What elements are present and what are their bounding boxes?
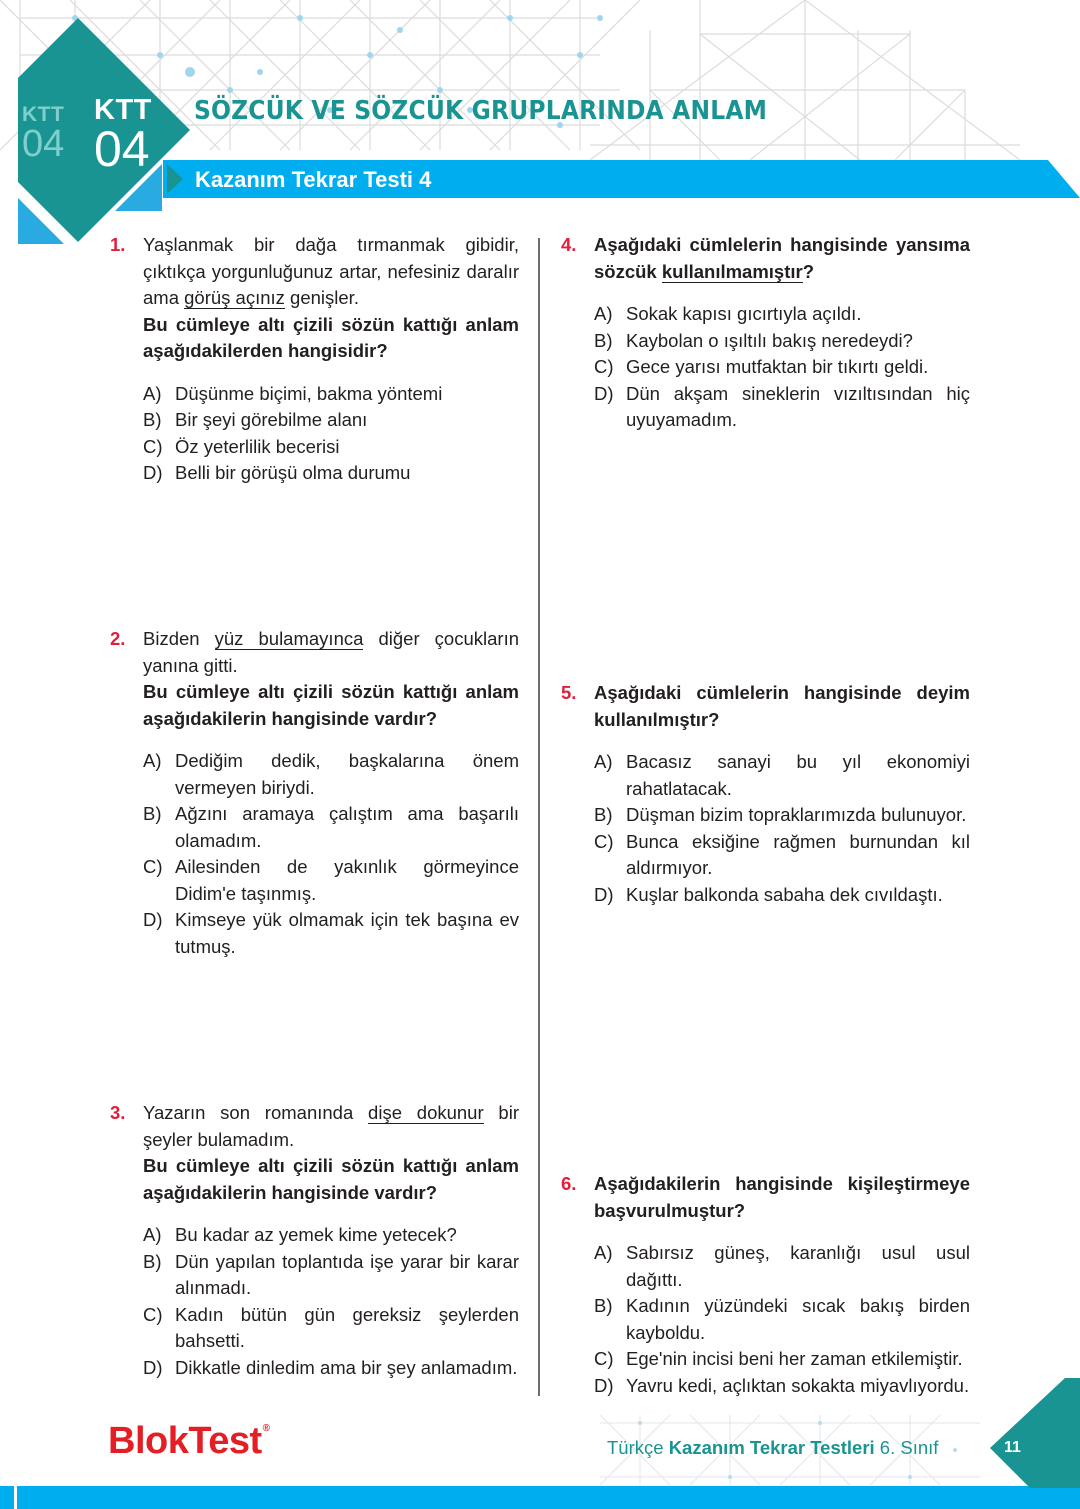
question-prompt: Bu cümleye altı çizili sözün kattığı anlam aşağıdakilerden hangisidir? — [143, 313, 519, 361]
question-prompt — [594, 232, 970, 285]
underlined-word: kullanılmamıştır — [661, 260, 803, 282]
option-label: A) — [143, 750, 162, 771]
registered-mark: ® — [262, 1423, 270, 1434]
option-a[interactable] — [594, 1240, 970, 1293]
question-number: 6. — [561, 1173, 577, 1194]
option-label: A) — [143, 382, 162, 404]
option-c[interactable] — [594, 829, 970, 882]
option-text: Ağzını aramaya çalıştım ama başarılı olamadım. — [175, 803, 519, 851]
answer-options — [594, 301, 970, 434]
question-number: 3. — [110, 1102, 126, 1123]
bloktest-logo — [108, 1420, 270, 1463]
option-d[interactable] — [594, 381, 970, 434]
option-label: A) — [143, 1224, 162, 1245]
option-d[interactable] — [594, 1373, 970, 1400]
option-c[interactable] — [143, 434, 519, 461]
option-text: Sabırsız güneş, karanlığı usul usul dağıttı. — [626, 1242, 970, 1290]
option-label: A) — [594, 1242, 613, 1263]
ktt-big-label: KTT — [94, 94, 152, 126]
option-label: C) — [594, 356, 614, 377]
question-prompt: Bu cümleye altı çizili sözün kattığı anlam aşağıdakilerin hangisinde vardır? — [143, 1155, 519, 1203]
option-label: C) — [143, 856, 163, 877]
option-c[interactable] — [594, 1346, 970, 1373]
page-number-diamond — [990, 1378, 1080, 1488]
underlined-phrase: dişe dokunur — [368, 1102, 484, 1123]
option-label: D) — [594, 883, 614, 905]
underlined-phrase: görüş açınız — [184, 287, 285, 308]
ktt-badge-secondary — [22, 104, 64, 163]
ktt-small-number: 04 — [22, 123, 65, 165]
option-text: Ailesinden de yakınlık görmeyince Didim'e taşınmış. — [175, 856, 519, 904]
test-subtitle: Kazanım Tekrar Testi 4 — [195, 167, 432, 192]
ktt-small-label: KTT — [22, 103, 65, 126]
option-b[interactable] — [594, 328, 970, 355]
question-number: 5. — [561, 682, 577, 703]
series-grade: 6. Sınıf — [874, 1437, 939, 1458]
option-label: B) — [594, 804, 613, 825]
option-text: Dün akşam sineklerin vızıltısından hiç uyuyamadım. — [626, 382, 970, 430]
option-text: Kadın bütün gün gereksiz şeylerden bahsetti. — [175, 1303, 519, 1351]
option-label: B) — [143, 409, 162, 430]
question-number: 1. — [110, 234, 126, 255]
question-number: 2. — [110, 628, 126, 649]
option-label: C) — [143, 1303, 163, 1325]
logo-text: BlokTest — [108, 1420, 262, 1462]
option-text: Belli bir görüşü olma durumu — [175, 462, 411, 483]
question-prompt: Aşağıdakilerin hangisinde kişileştirmeye başvurulmuştur? — [594, 1173, 970, 1221]
option-text: Kimseye yük olmamak için tek başına ev tutmuş. — [175, 909, 519, 957]
option-text: Kaybolan o ışıltılı bakış neredeydi? — [626, 329, 913, 351]
option-text: Öz yeterlilik becerisi — [175, 435, 340, 457]
answer-options — [594, 749, 970, 908]
option-text: Bacasız sanayi bu yıl ekonomiyi rahatlatacak. — [626, 751, 970, 799]
option-c[interactable] — [143, 854, 519, 907]
option-label: A) — [594, 751, 613, 772]
option-text: Kadının yüzündeki sıcak bakış birden kayboldu. — [626, 1295, 970, 1343]
option-text: Dediğim dedik, başkalarına önem vermeyen biriydi. — [175, 750, 519, 798]
option-a[interactable] — [143, 748, 519, 801]
option-c[interactable] — [594, 354, 970, 381]
question-5 — [561, 680, 970, 908]
option-b[interactable] — [143, 801, 519, 854]
option-label: D) — [143, 462, 163, 483]
question-4 — [561, 232, 970, 434]
question-2 — [110, 626, 519, 960]
series-title — [607, 1437, 938, 1459]
option-text: Düşünme biçimi, bakma yöntemi — [175, 382, 443, 404]
option-label: B) — [594, 329, 613, 351]
option-c[interactable] — [143, 1302, 519, 1355]
series-subject: Türkçe — [607, 1437, 669, 1458]
option-a[interactable] — [143, 381, 519, 408]
option-label: B) — [143, 803, 162, 824]
stem-text: bir şeyler bulamadım. — [143, 1102, 519, 1150]
stem-text: genişler. — [284, 287, 359, 308]
option-a[interactable] — [594, 301, 970, 328]
option-label: D) — [594, 1374, 614, 1396]
option-d[interactable] — [143, 907, 519, 960]
question-6 — [561, 1171, 970, 1399]
stem-text: Yaşlanmak bir dağa tırmanmak gibidir, çıktıkça yorgunluğunuz artar, nefesiniz daralır ama — [143, 234, 519, 308]
stem-text: Bizden — [143, 628, 215, 649]
column-divider — [538, 238, 540, 1396]
series-name: Kazanım Tekrar Testleri — [668, 1437, 875, 1458]
underlined-phrase: yüz bulamayınca — [214, 628, 364, 649]
page-number: 11 — [1004, 1439, 1021, 1456]
option-text: Dikkatle dinledim ama bir şey anlamadım. — [175, 1356, 518, 1378]
option-b[interactable] — [594, 802, 970, 829]
option-label: C) — [143, 435, 163, 457]
answer-options — [143, 381, 519, 487]
prompt-text: ? — [802, 260, 815, 282]
option-label: A) — [594, 303, 613, 324]
page-title: SÖZCÜK VE SÖZCÜK GRUPLARINDA ANLAM — [194, 96, 768, 126]
option-d[interactable] — [143, 1355, 519, 1382]
ktt-badge-primary — [94, 94, 152, 177]
option-label: B) — [143, 1250, 162, 1272]
option-label: D) — [143, 1356, 163, 1378]
option-b[interactable] — [143, 407, 519, 434]
question-prompt: Aşağıdaki cümlelerin hangisinde deyim kullanılmıştır? — [594, 682, 970, 730]
footer-bar — [0, 1486, 1080, 1509]
option-d[interactable] — [594, 882, 970, 909]
option-text: Dün yapılan toplantıda işe yarar bir karar alınmadı. — [175, 1250, 519, 1298]
option-text: Gece yarısı mutfaktan bir tıkırtı geldi. — [626, 356, 929, 377]
option-text: Sokak kapısı gıcırtıyla açıldı. — [626, 303, 862, 324]
option-label: C) — [594, 830, 614, 852]
answer-options — [143, 748, 519, 960]
option-b[interactable] — [143, 1249, 519, 1302]
option-text: Ege'nin incisi beni her zaman etkilemiştir. — [626, 1348, 963, 1369]
question-prompt: Bu cümleye altı çizili sözün kattığı anlam aşağıdakilerin hangisinde vardır? — [143, 681, 519, 729]
option-label: C) — [594, 1348, 614, 1369]
question-stem — [143, 1100, 519, 1153]
option-text: Bunca eksiğine rağmen burnundan kıl aldırmıyor. — [626, 830, 970, 878]
option-d[interactable] — [143, 460, 519, 487]
question-1 — [110, 232, 519, 487]
prompt-text: Aşağıdaki cümlelerin hangisinde yansıma sözcük — [594, 234, 970, 282]
footer-bar-notch — [14, 1486, 17, 1509]
stem-text: Yazarın son romanında — [143, 1102, 369, 1123]
question-3 — [110, 1100, 519, 1381]
option-text: Bir şeyi görebilme alanı — [175, 409, 368, 430]
option-label: B) — [594, 1295, 613, 1316]
option-label: D) — [143, 909, 163, 930]
option-label: D) — [594, 382, 614, 404]
option-text: Bu kadar az yemek kime yetecek? — [175, 1224, 457, 1245]
option-a[interactable] — [594, 749, 970, 802]
question-stem — [143, 626, 519, 679]
option-b[interactable] — [594, 1293, 970, 1346]
stem-text: diğer çocukların yanına gitti. — [143, 628, 519, 676]
option-a[interactable] — [143, 1222, 519, 1249]
answer-options — [143, 1222, 519, 1381]
option-text: Yavru kedi, açlıktan sokakta miyavlıyordu. — [626, 1374, 970, 1396]
question-stem — [143, 232, 519, 312]
answer-options — [594, 1240, 970, 1399]
question-number: 4. — [561, 234, 577, 255]
ktt-big-number: 04 — [94, 121, 150, 177]
option-text: Düşman bizim topraklarımızda bulunuyor. — [626, 804, 967, 825]
option-text: Kuşlar balkonda sabaha dek cıvıldaştı. — [626, 883, 943, 905]
